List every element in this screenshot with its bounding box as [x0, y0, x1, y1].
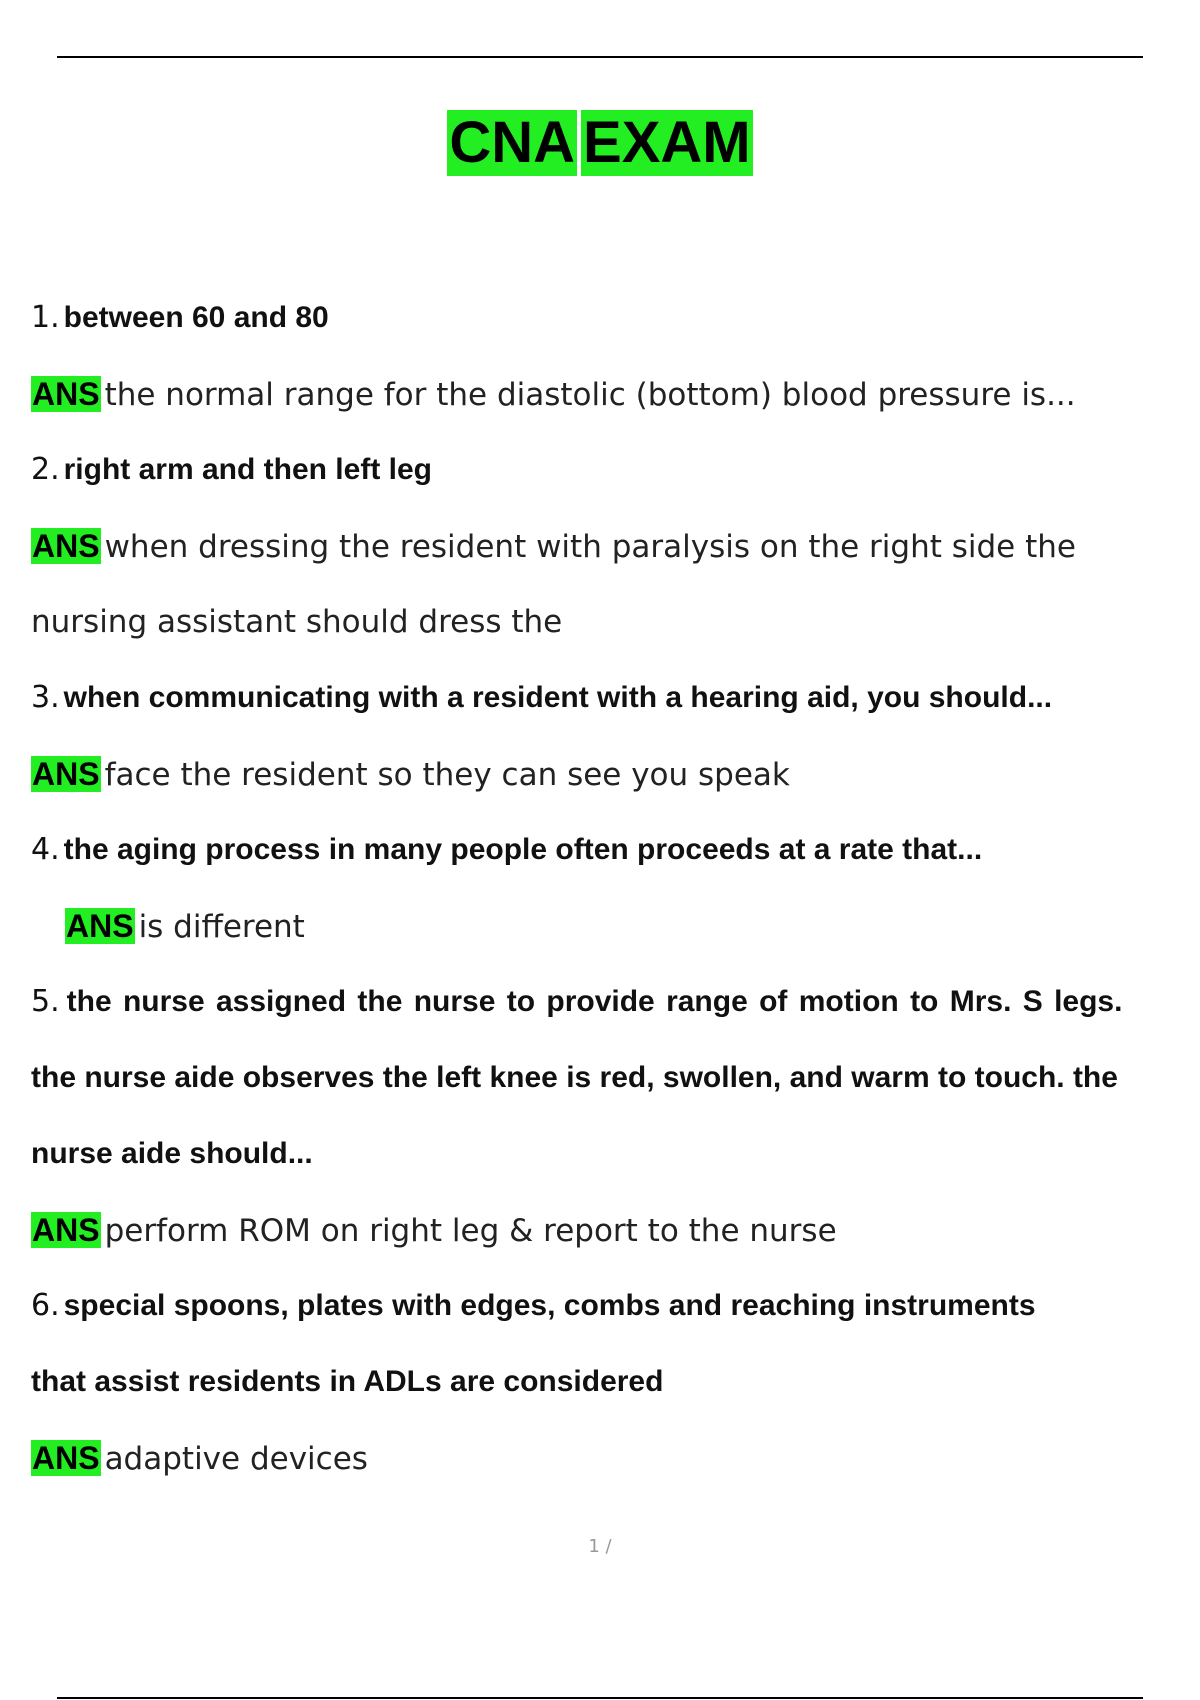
question-text: when communicating with a resident with a hearing aid, you should...	[63, 681, 1053, 714]
answer-text: is different	[138, 909, 305, 945]
answer-text: adaptive devices	[104, 1441, 368, 1477]
title-word-exam: EXAM	[583, 110, 751, 175]
answer-6	[31, 1420, 1200, 1496]
question-number: 2.	[31, 452, 60, 487]
question-text: right arm and then left leg	[63, 453, 432, 486]
question-text: special spoons, plates with edges, combs and reaching instruments	[63, 1289, 1036, 1322]
question-number: 6.	[31, 1288, 60, 1323]
answer-1	[31, 356, 1200, 432]
question-number: 4.	[31, 832, 60, 867]
ans-label: ANS	[66, 908, 134, 944]
page-title	[0, 110, 1200, 176]
title-word-cna: CNA	[449, 110, 576, 175]
page-number: 1 /	[588, 1536, 612, 1557]
answer-text: the normal range for the diastolic (bottom) blood pressure is...	[104, 377, 1076, 413]
question-text: the nurse assigned the nurse to provide range of motion to Mrs. S legs.	[66, 985, 1123, 1018]
answer-text: perform ROM on right leg & report to the nurse	[104, 1213, 837, 1249]
answer-text: when dressing the resident with paralysis on the right side the	[104, 529, 1076, 565]
answer-5	[31, 1192, 1200, 1268]
question-text: that assist residents in ADLs are considered	[31, 1365, 664, 1398]
ans-label: ANS	[32, 1212, 100, 1248]
question-number: 5.	[31, 984, 60, 1019]
top-rule	[57, 56, 1143, 58]
bottom-rule	[57, 1697, 1143, 1699]
answer-2-continued	[31, 584, 1200, 660]
question-2	[31, 432, 1200, 508]
answer-3	[31, 736, 1200, 812]
question-number: 3.	[31, 680, 60, 715]
question-6-continued	[31, 1344, 1200, 1420]
question-text: the aging process in many people often proceeds at a rate that...	[63, 833, 983, 866]
question-5-continued	[31, 1040, 1200, 1116]
question-5	[31, 964, 1200, 1040]
question-text: nurse aide should...	[31, 1137, 313, 1170]
question-3	[31, 660, 1200, 736]
answer-text: face the resident so they can see you speak	[104, 757, 790, 793]
qa-list	[31, 280, 1200, 1496]
ans-label: ANS	[32, 1440, 100, 1476]
question-text: the nurse aide observes the left knee is red, swollen, and warm to touch. the	[31, 1061, 1118, 1094]
question-6	[31, 1268, 1200, 1344]
answer-4	[31, 888, 1200, 964]
ans-label: ANS	[32, 528, 100, 564]
question-4	[31, 812, 1200, 888]
question-5-continued	[31, 1116, 1200, 1192]
question-1	[31, 280, 1200, 356]
question-text: between 60 and 80	[63, 301, 329, 334]
ans-label: ANS	[32, 376, 100, 412]
answer-2	[31, 508, 1200, 584]
question-number: 1.	[31, 300, 60, 335]
answer-text: nursing assistant should dress the	[31, 604, 563, 640]
ans-label: ANS	[32, 756, 100, 792]
